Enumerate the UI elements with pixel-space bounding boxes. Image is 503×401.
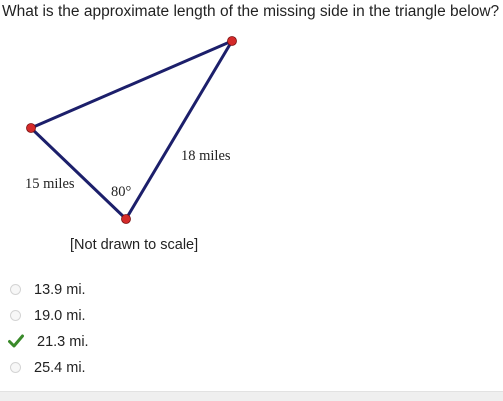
bottom-bar — [0, 391, 503, 401]
radio-button[interactable] — [10, 362, 21, 373]
choice-label[interactable]: 21.3 mi. — [37, 334, 89, 350]
angle-label: 80° — [111, 184, 132, 200]
vertex-top-right — [228, 37, 237, 46]
choice-option-1[interactable] — [0, 278, 503, 304]
vertex-bottom — [122, 215, 131, 224]
choice-label[interactable]: 13.9 mi. — [34, 282, 86, 298]
radio-button[interactable] — [10, 310, 21, 321]
choice-option-2[interactable] — [0, 304, 503, 330]
checkmark-icon — [8, 333, 24, 349]
side-left-label: 15 miles — [25, 176, 75, 192]
choice-label[interactable]: 25.4 mi. — [34, 360, 86, 376]
radio-button[interactable] — [10, 284, 21, 295]
triangle-figure — [0, 30, 503, 230]
choice-option-3[interactable] — [0, 330, 503, 356]
triangle-diagram — [0, 30, 503, 230]
choice-label[interactable]: 19.0 mi. — [34, 308, 86, 324]
choice-option-4[interactable] — [0, 356, 503, 382]
scale-note: [Not drawn to scale] — [70, 237, 199, 253]
answer-choices — [0, 278, 503, 382]
question-text: What is the approximate length of the missing side in the triangle below? — [2, 3, 500, 20]
vertex-left — [27, 124, 36, 133]
side-right-label: 18 miles — [181, 148, 231, 164]
